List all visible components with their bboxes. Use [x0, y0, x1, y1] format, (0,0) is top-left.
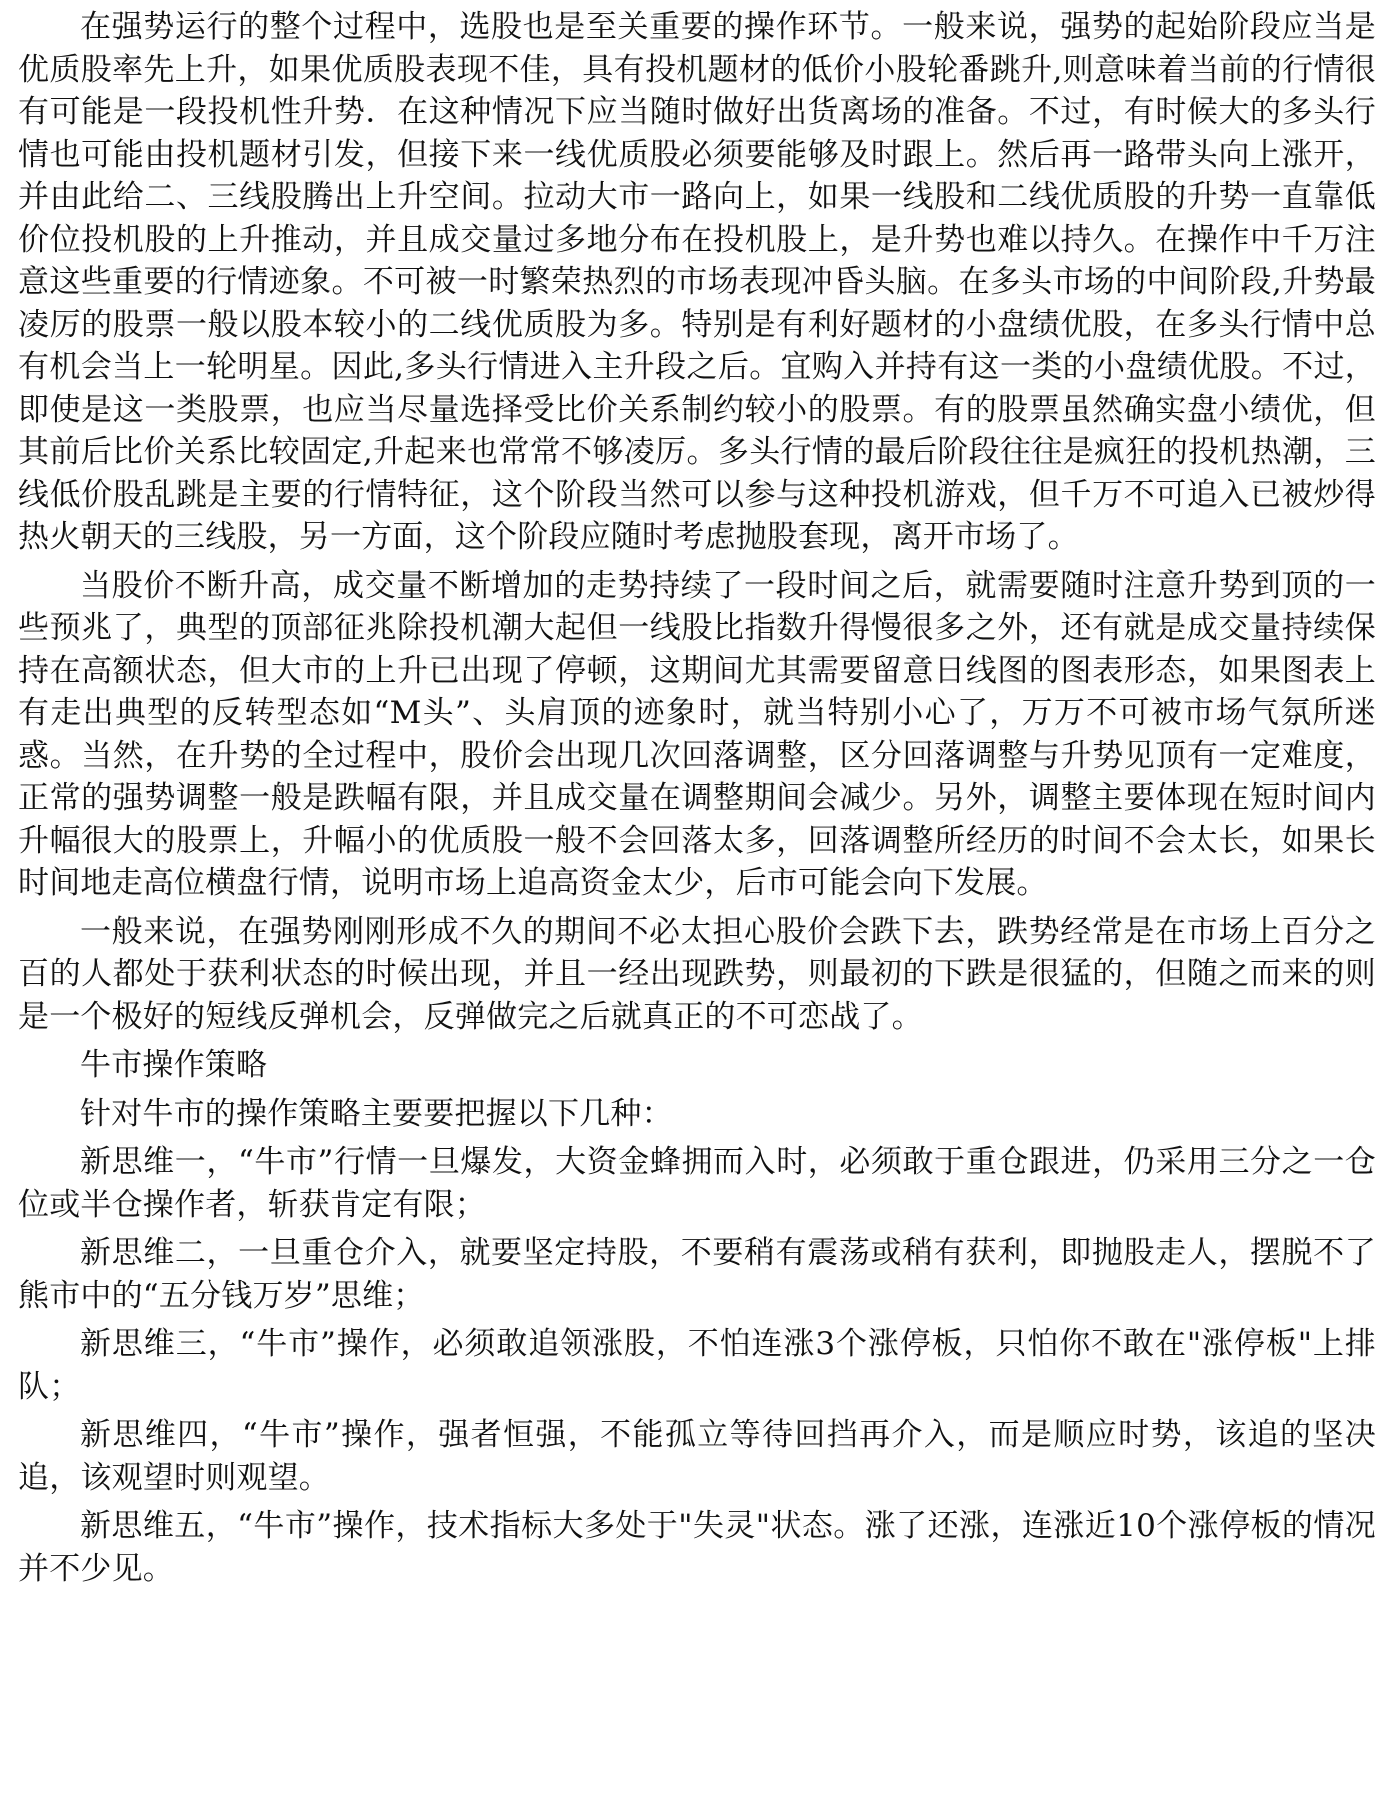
section-heading-bull-market-strategy: 牛市操作策略 — [80, 1047, 268, 1083]
paragraph-new-thinking-2: 新思维二，一旦重仓介入，就要坚定持股，不要稍有震荡或稍有获利，即抛股走人，摆脱不了熊市中的“五分钱万岁”思维； — [18, 1235, 1376, 1314]
paragraph-new-thinking-4: 新思维四，“牛市”操作，强者恒强，不能孤立等待回挡再介入，而是顺应时势，该追的坚决追，该观望时则观望。 — [18, 1417, 1376, 1496]
paragraph-early-decline: 一般来说，在强势刚刚形成不久的期间不必太担心股价会跌下去，跌势经常是在市场上百分之百的人都处于获利状态的时候出现，并且一经出现跌势，则最初的下跌是很猛的，但随之而来的则是一个极好的短线反弹机会，反弹做完之后就真正的不可恋战了。 — [18, 913, 1376, 1035]
paragraph-new-thinking-1: 新思维一，“牛市”行情一旦爆发，大资金蜂拥而入时，必须敢于重仓跟进，仍采用三分之一仓位或半仓操作者，斩获肯定有限； — [18, 1144, 1376, 1223]
paragraph-strong-trend-stock-selection: 在强势运行的整个过程中，选股也是至关重要的操作环节。一般来说，强势的起始阶段应当是优质股率先上升，如果优质股表现不佳，具有投机题材的低价小股轮番跳升,则意味着当前的行情很有可能是一段投机性升势．在这种情况下应当随时做好出货离场的准备。不过，有时候大的多头行情也可能由投机题材引发，但接下来一线优质股必须要能够及时跟上。然后再一路带头向上涨开，并由此给二、三线股腾出上升空间。拉动大市一路向上，如果一线股和二线优质股的升势一直靠低价位投机股的上升推动，并且成交量过多地分布在投机股上，是升势也难以持久。在操作中千万注意这些重要的行情迹象。不可被一时繁荣热烈的市场表现冲昏头脑。在多头市场的中间阶段,升势最凌厉的股票一般以股本较小的二线优质股为多。特别是有利好题材的小盘绩优股，在多头行情中总有机会当上一轮明星。因此,多头行情进入主升段之后。宜购入并持有这一类的小盘绩优股。不过，即使是这一类股票，也应当尽量选择受比价关系制约较小的股票。有的股票虽然确实盘小绩优，但其前后比价关系比较固定,升起来也常常不够凌厉。多头行情的最后阶段往往是疯狂的投机热潮，三线低价股乱跳是主要的行情特征，这个阶段当然可以参与这种投机游戏，但千万不可追入已被炒得热火朝天的三线股，另一方面，这个阶段应随时考虑抛股套现，离开市场了。 — [18, 9, 1376, 555]
paragraph-strategy-intro: 针对牛市的操作策略主要要把握以下几种： — [80, 1095, 673, 1132]
paragraph-new-thinking-5: 新思维五，“牛市”操作，技术指标大多处于"失灵"状态。涨了还涨，连涨近10个涨停板的情况并不少见。 — [18, 1508, 1376, 1587]
paragraph-top-signals: 当股价不断升高，成交量不断增加的走势持续了一段时间之后，就需要随时注意升势到顶的一些预兆了，典型的顶部征兆除投机潮大起但一线股比指数升得慢很多之外，还有就是成交量持续保持在高额状态，但大市的上升已出现了停顿，这期间尤其需要留意日线图的图表形态，如果图表上有走出典型的反转型态如“M头”、头肩顶的迹象时，就当特别小心了，万万不可被市场气氛所迷惑。当然，在升势的全过程中，股价会出现几次回落调整，区分回落调整与升势见顶有一定难度，正常的强势调整一般是跌幅有限，并且成交量在调整期间会减少。另外，调整主要体现在短时间内升幅很大的股票上，升幅小的优质股一般不会回落太多，回落调整所经历的时间不会太长，如果长时间地走高位横盘行情，说明市场上追高资金太少，后市可能会向下发展。 — [18, 567, 1376, 901]
paragraph-new-thinking-3: 新思维三，“牛市”操作，必须敢追领涨股，不怕连涨3个涨停板，只怕你不敢在"涨停板"上排队； — [18, 1326, 1376, 1405]
document-page — [18, 6, 1376, 1596]
